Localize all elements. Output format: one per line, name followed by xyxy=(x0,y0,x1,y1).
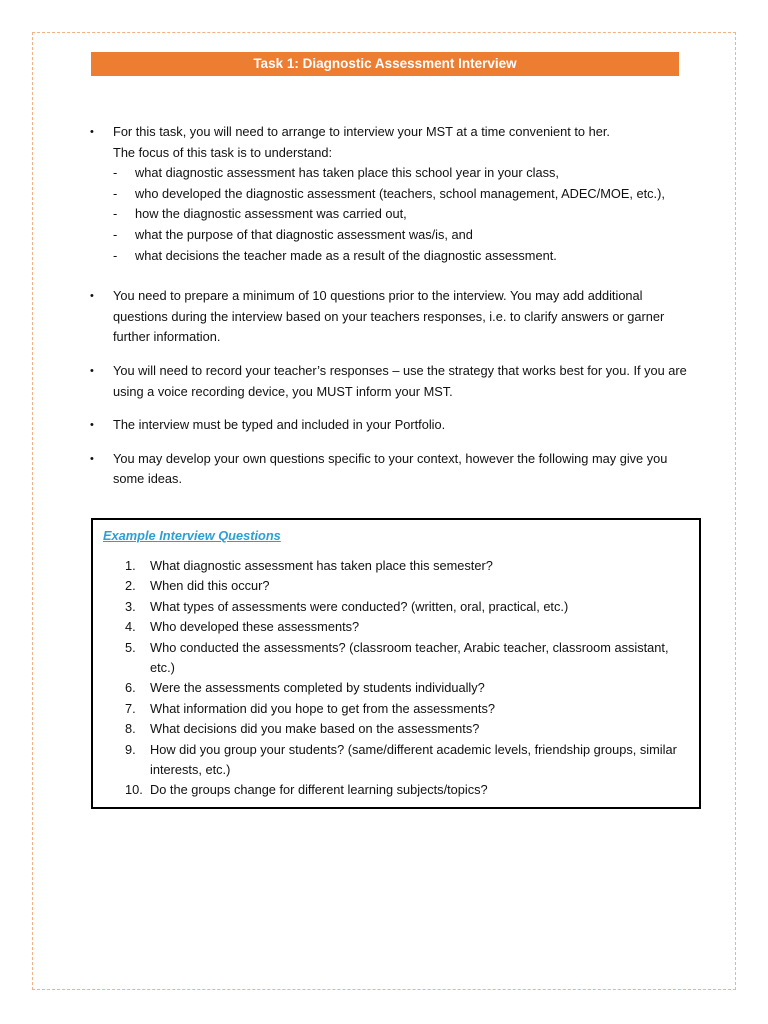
question-text: When did this occur? xyxy=(150,578,270,594)
focus-item xyxy=(113,204,690,225)
question-text: What diagnostic assessment has taken place this semester? xyxy=(150,558,493,573)
question-item xyxy=(125,719,685,739)
question-item xyxy=(125,740,685,781)
question-text: How did you group your students? (same/different academic levels, friendship groups, similar interests, etc.) xyxy=(150,741,677,778)
focus-item xyxy=(113,246,690,267)
bullet-item xyxy=(90,286,690,348)
question-item xyxy=(125,597,685,617)
bullet-item xyxy=(90,361,690,402)
question-list xyxy=(125,556,685,801)
question-number: 7. xyxy=(125,700,136,716)
question-number: 2. xyxy=(125,578,136,594)
intro-line-1: For this task, you will need to arrange to interview your MST at a time convenient to her. xyxy=(113,124,610,139)
question-number: 8. xyxy=(125,721,136,737)
focus-item-text: how the diagnostic assessment was carried out, xyxy=(135,206,407,222)
example-heading: Example Interview Questions xyxy=(103,528,281,543)
task-title: Task 1: Diagnostic Assessment Interview xyxy=(91,52,679,76)
bullet-text: You may develop your own questions specific to your context, however the following may give you some ideas. xyxy=(113,450,668,487)
question-number: 10. xyxy=(125,782,143,798)
bullet-icon: • xyxy=(90,290,94,303)
focus-item-text: what decisions the teacher made as a result of the diagnostic assessment. xyxy=(135,247,557,263)
focus-item xyxy=(113,184,690,205)
dash-icon: - xyxy=(113,226,118,242)
question-text: Who conducted the assessments? (classroom teacher, Arabic teacher, classroom assistant, etc.) xyxy=(150,639,669,676)
question-text: Who developed these assessments? xyxy=(150,619,360,635)
question-text: What information did you hope to get from the assessments? xyxy=(150,700,495,716)
bullet-icon: • xyxy=(90,452,94,465)
question-item xyxy=(125,556,685,576)
bullet-text: You need to prepare a minimum of 10 questions prior to the interview. You may add additional questions during the interview based on your teachers responses, i.e. to clarify answers or garner further information. xyxy=(113,288,665,345)
question-number: 4. xyxy=(125,619,136,635)
question-item xyxy=(125,699,685,719)
question-item xyxy=(125,638,685,679)
question-number: 6. xyxy=(125,680,136,696)
dash-icon: - xyxy=(113,247,118,263)
question-number: 9. xyxy=(125,741,136,757)
intro-bullet xyxy=(90,122,690,266)
question-text: Do the groups change for different learning subjects/topics? xyxy=(150,782,488,798)
question-item xyxy=(125,617,685,637)
question-item xyxy=(125,780,685,800)
bullet-icon: • xyxy=(90,364,94,377)
question-number: 5. xyxy=(125,639,136,655)
focus-item-text: who developed the diagnostic assessment (teachers, school management, ADEC/MOE, etc.), xyxy=(135,185,665,201)
dash-icon: - xyxy=(113,185,118,201)
question-item xyxy=(125,678,685,698)
bullet-icon: • xyxy=(90,126,94,138)
bullet-item xyxy=(90,415,690,436)
dash-icon: - xyxy=(113,165,118,181)
focus-item-text: what diagnostic assessment has taken place this school year in your class, xyxy=(135,165,559,181)
question-number: 3. xyxy=(125,598,136,614)
question-number: 1. xyxy=(125,558,136,573)
question-text: What types of assessments were conducted? (written, oral, practical, etc.) xyxy=(150,598,569,614)
bullet-text: You will need to record your teacher’s responses – use the strategy that works best for you. If you are using a voice recording device, you MUST inform your MST. xyxy=(113,362,687,399)
bullet-item xyxy=(90,449,690,490)
task-instructions xyxy=(90,122,690,490)
example-questions-box xyxy=(91,518,701,809)
bullet-icon: • xyxy=(90,419,94,432)
dash-icon: - xyxy=(113,206,118,222)
focus-item xyxy=(113,163,690,184)
question-text: Were the assessments completed by students individually? xyxy=(150,680,485,696)
bullet-text: The interview must be typed and included in your Portfolio. xyxy=(113,417,446,433)
question-item xyxy=(125,576,685,596)
focus-item xyxy=(113,225,690,246)
focus-item-text: what the purpose of that diagnostic assessment was/is, and xyxy=(135,226,473,242)
intro-line-2: The focus of this task is to understand: xyxy=(113,144,333,160)
question-text: What decisions did you make based on the assessments? xyxy=(150,721,480,737)
